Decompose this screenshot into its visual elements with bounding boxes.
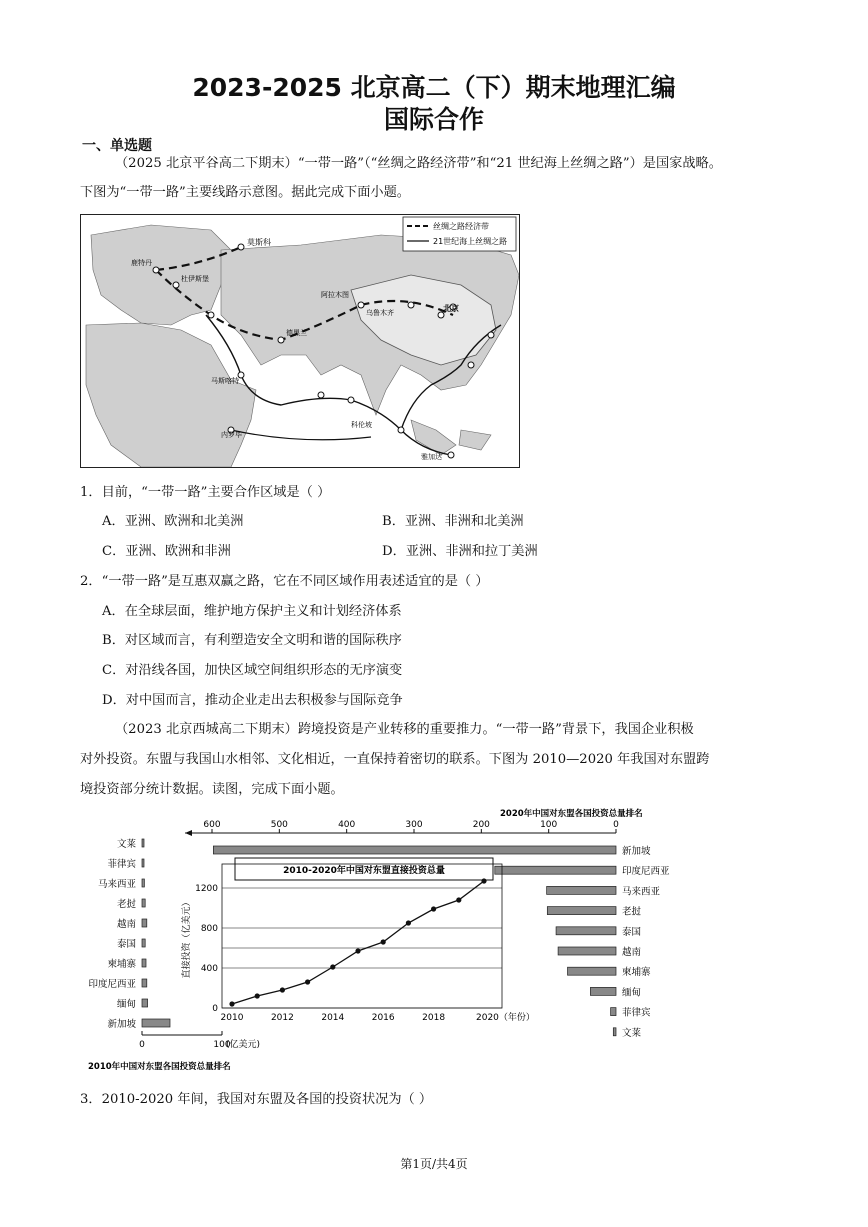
left-bar [142, 939, 145, 947]
right-bar [495, 866, 616, 874]
x-tick-label: 2018 [422, 1013, 446, 1023]
data-point [481, 878, 486, 883]
y-tick-label: 0 [212, 1004, 218, 1014]
right-tick-label: 300 [405, 820, 423, 830]
y-axis-label: 直接投资（亿美元） [182, 897, 192, 979]
left-bar [142, 999, 148, 1007]
right-category-label: 泰国 [622, 926, 642, 938]
right-bar [568, 967, 616, 975]
data-point [406, 920, 411, 925]
left-category-label: 泰国 [116, 939, 136, 950]
right-bar [213, 846, 616, 854]
left-category-label: 文莱 [116, 839, 136, 850]
right-bar [556, 927, 616, 935]
legend-sea-label: 21世纪海上丝绸之路 [433, 237, 508, 246]
y-tick-label: 400 [200, 964, 218, 974]
section-heading: 一、单选题 [82, 138, 152, 154]
q1-option-c: C．亚洲、欧洲和非洲 [102, 544, 231, 559]
belt-road-map [80, 214, 520, 468]
left-category-label: 新加坡 [107, 1019, 136, 1030]
left-category-label: 柬埔寨 [107, 959, 136, 970]
data-point [229, 1001, 234, 1006]
x-tick-label: 2016 [371, 1013, 395, 1023]
q2-option-a: A．在全球层面，维护地方保护主义和计划经济体系 [102, 604, 402, 619]
right-category-label: 文莱 [622, 1027, 642, 1039]
right-category-label: 老挝 [622, 906, 642, 918]
doc-subtitle: 国际合作 [383, 105, 484, 134]
right-category-label: 印度尼西亚 [622, 866, 670, 878]
right-tick-label: 0 [613, 820, 619, 830]
left-category-label: 老挝 [116, 899, 136, 910]
line-plot-frame [222, 864, 502, 1008]
q2-option-b: B．对区域而言，有利塑造安全文明和谐的国际秩序 [102, 633, 402, 648]
left-bar [142, 979, 147, 987]
q2-option-c: C．对沿线各国，加快区域空间组织形态的无序演变 [102, 663, 403, 678]
x-tick-label: 2010 [220, 1013, 244, 1023]
right-tick-label: 600 [203, 820, 221, 830]
right-bar [611, 1008, 616, 1016]
page-footer: 第1页/共4页 [400, 1157, 468, 1171]
left-category-label: 越南 [116, 919, 136, 930]
data-point [305, 979, 310, 984]
place-label: 科伦坡 [351, 421, 372, 429]
q1-option-b: B．亚洲、非洲和北美洲 [382, 514, 524, 529]
right-axis-arrow [185, 830, 192, 836]
right-tick-label: 400 [338, 820, 356, 830]
right-category-label: 越南 [622, 947, 642, 958]
left-bar [142, 879, 144, 887]
right-category-label: 新加坡 [622, 846, 651, 857]
x-tick-label: 2012 [270, 1013, 294, 1023]
left-bar [142, 859, 144, 867]
data-point [280, 987, 285, 992]
intro2-line1: （2023 北京西城高二下期末）跨境投资是产业转移的重要推力。“一带一路”背景下，我国企业积极 [115, 722, 694, 737]
left-tick-label: 0 [139, 1040, 145, 1050]
place-label: 莫斯科 [247, 238, 271, 247]
intro2-line3: 境投资部分统计数据。读图，完成下面小题。 [80, 782, 344, 797]
investment-chart [80, 805, 720, 1077]
left-bar [142, 1019, 170, 1027]
right-category-label: 马来西亚 [622, 886, 661, 898]
right-bar [547, 907, 616, 915]
y-tick-label: 800 [200, 924, 218, 934]
place-label: 杜伊斯堡 [181, 275, 209, 283]
place-label: 北京 [443, 304, 459, 313]
place-label: 乌鲁木齐 [366, 309, 394, 317]
data-point [255, 993, 260, 998]
left-category-label: 缅甸 [116, 999, 136, 1010]
legend-land-label: 丝绸之路经济带 [433, 222, 489, 231]
investment-line [232, 881, 484, 1004]
data-point [330, 964, 335, 969]
right-tick-label: 200 [472, 820, 490, 830]
right-bar [590, 987, 616, 995]
intro1-line1: （2025 北京平谷高二下期末）“一带一路”（“丝绸之路经济带”和“21 世纪海上丝绸之路”）是国家战略。 [115, 156, 722, 171]
intro1-line2: 下图为“一带一路”主要线路示意图。据此完成下面小题。 [80, 185, 410, 200]
x-tick-label: 2014 [321, 1013, 345, 1023]
data-point [456, 897, 461, 902]
place-label: 鹿特丹 [131, 259, 152, 267]
question-2: 2．“一带一路”是互惠双赢之路，它在不同区域作用表述适宜的是（ ） [80, 574, 489, 589]
left-category-label: 菲律宾 [107, 859, 136, 870]
left-chart-title: 2010年中国对东盟各国投资总量排名 [88, 1062, 231, 1072]
right-tick-label: 100 [540, 820, 558, 830]
right-bar [547, 886, 616, 894]
place-label: 德黑兰 [286, 329, 307, 337]
y-tick-label: 1200 [195, 884, 218, 894]
place-label: 马斯喀特 [211, 377, 239, 385]
left-bar [142, 959, 146, 967]
right-category-label: 菲律宾 [622, 1007, 651, 1019]
data-point [381, 939, 386, 944]
left-bar [142, 839, 144, 847]
question-1: 1．目前，“一带一路”主要合作区域是（ ） [80, 485, 331, 500]
right-tick-label: 500 [270, 820, 288, 830]
intro2-line2: 对外投资。东盟与我国山水相邻、文化相近，一直保持着密切的联系。下图为 2010—2020 年我国对东盟跨 [80, 752, 710, 767]
q1-option-d: D．亚洲、非洲和拉丁美洲 [382, 544, 538, 559]
right-bar [613, 1028, 616, 1036]
data-point [355, 948, 360, 953]
left-unit-label: (亿美元) [226, 1040, 261, 1050]
q1-option-a: A．亚洲、欧洲和北美洲 [102, 514, 244, 529]
left-bar [142, 899, 145, 907]
right-chart-title: 2020年中国对东盟各国投资总量排名 [500, 809, 643, 819]
left-category-label: 马来西亚 [97, 879, 136, 890]
data-point [431, 906, 436, 911]
question-3: 3．2010-2020 年间，我国对东盟及各国的投资状况为（ ） [80, 1092, 433, 1107]
doc-title: 2023-2025 北京高二（下）期末地理汇编 [192, 73, 676, 102]
left-category-label: 印度尼西亚 [88, 979, 136, 990]
left-bar [142, 919, 147, 927]
place-label: 内罗毕 [221, 431, 242, 439]
left-tick-label: 100 [213, 1040, 231, 1050]
right-bar [558, 947, 616, 955]
right-category-label: 缅甸 [622, 987, 642, 999]
place-label: 阿拉木图 [321, 291, 349, 299]
right-category-label: 柬埔寨 [622, 967, 651, 979]
x-tick-label: 2020（年份） [476, 1013, 535, 1023]
place-label: 雅加达 [421, 453, 442, 461]
q2-option-d: D．对中国而言，推动企业走出去积极参与国际竞争 [102, 693, 403, 708]
line-chart-title: 2010-2020年中国对东盟直接投资总量 [283, 866, 445, 876]
